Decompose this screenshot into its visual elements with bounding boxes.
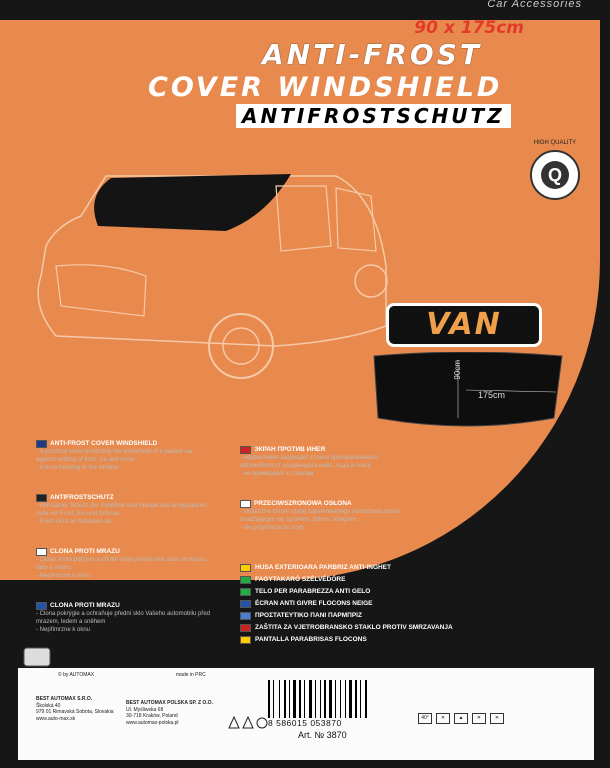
desc-line: - Clona, ktorá pokrýva a chráni Vaše predné sklo auta od mrazu, bbox=[36, 557, 207, 563]
barcode-bar bbox=[271, 680, 272, 718]
desc-line: автомобиля от оседающего инея, льда и снега bbox=[240, 463, 371, 469]
list-item-label: TELO PER PARABREZZA ANTI GELO bbox=[255, 588, 371, 595]
barcode-bar bbox=[275, 680, 278, 718]
list-item bbox=[240, 562, 453, 574]
barcode-bar bbox=[309, 680, 312, 718]
barcode-bar bbox=[281, 680, 283, 718]
barcode-bar bbox=[315, 680, 316, 718]
flag-icon bbox=[240, 636, 251, 644]
flag-icon bbox=[36, 602, 47, 610]
desc-line: - Neprimrzne k oknu bbox=[36, 573, 91, 579]
copyright-text: © by AUTOMAX bbox=[58, 672, 95, 678]
barcode-bar bbox=[291, 680, 292, 718]
address-line: Školská 40 bbox=[36, 702, 61, 709]
desc-ru bbox=[240, 446, 440, 478]
flag-icon bbox=[240, 600, 251, 608]
barcode-bar bbox=[322, 680, 323, 718]
list-item bbox=[240, 610, 453, 622]
bleach-icon: ▲ bbox=[454, 713, 468, 724]
desc-line: ľadu a snehu. bbox=[36, 565, 73, 571]
barcode-bar bbox=[329, 680, 332, 718]
flag-icon bbox=[240, 588, 251, 596]
desc-heading: CLONA PROTI MRAZU bbox=[50, 548, 120, 555]
desc-heading: CLONA PROTI MRAZU bbox=[50, 602, 120, 609]
barcode-bar bbox=[287, 680, 288, 718]
flag-icon bbox=[240, 624, 251, 632]
quality-q-icon: Q bbox=[541, 161, 569, 189]
list-item-label: HUSA EXTERIOARA PARBRIZ ANTI-INGHET bbox=[255, 564, 392, 571]
desc-heading: PRZECIWSZRONOWA OSŁONA bbox=[254, 500, 352, 507]
barcode-bar bbox=[345, 680, 346, 718]
list-item-label: ÉCRAN ANTI GIVRE FLOCONS NEIGE bbox=[255, 600, 373, 607]
flag-icon bbox=[240, 612, 251, 620]
barcode-bar bbox=[279, 680, 280, 718]
desc-line: - nie przymarza do szyb bbox=[240, 525, 304, 531]
desc-line: - Clona pokrýgie a ochraňuje přední sklo Vašeho automobilu před bbox=[36, 611, 210, 617]
flag-icon bbox=[240, 576, 251, 584]
flag-icon bbox=[240, 500, 251, 508]
desc-line: - не примерзает к стеклам bbox=[240, 471, 314, 477]
automax-logo-icon bbox=[22, 646, 52, 670]
brand-text: Car Accessories bbox=[487, 0, 582, 10]
no-tumble-dry-icon: ✕ bbox=[472, 713, 486, 724]
desc-line: osadzającym się szronem, lodem, śniegiem, bbox=[240, 517, 358, 523]
list-item bbox=[240, 574, 453, 586]
list-item bbox=[240, 586, 453, 598]
barcode-bar bbox=[365, 680, 367, 718]
van-label: VAN bbox=[386, 303, 542, 347]
barcode-bar bbox=[337, 680, 339, 718]
desc-de bbox=[36, 494, 256, 526]
desc-line: mrazem, ledem a sněhem bbox=[36, 619, 106, 625]
barcode-bar bbox=[327, 680, 328, 718]
desc-heading: ANTI-FROST COVER WINDSHIELD bbox=[50, 440, 158, 447]
address-line: BEST AUTOMAX POLSKA SP. Z O.O. bbox=[126, 700, 213, 706]
desc-line: - skuteczne chroni szybę zaparkowanego samochodu przed bbox=[240, 509, 400, 515]
flag-icon bbox=[36, 440, 47, 448]
desc-line: - Friert nicht an Scheiben an. bbox=[36, 519, 114, 525]
shape-width-label: 175cm bbox=[478, 390, 506, 400]
barcode-bar bbox=[333, 680, 334, 718]
barcode-bar bbox=[284, 680, 286, 718]
desc-line: - эффективно защищает стекла припаркованного bbox=[240, 455, 379, 461]
barcode-bar bbox=[358, 680, 359, 718]
quality-badge-text: HIGH QUALITY bbox=[533, 140, 577, 146]
shape-height-label: 90cm bbox=[453, 360, 462, 380]
windshield-cover bbox=[94, 174, 291, 231]
flag-icon bbox=[240, 446, 251, 454]
desc-sk bbox=[36, 548, 256, 580]
address-line: www.auto-max.sk bbox=[36, 715, 76, 722]
made-in-text: made in PRC bbox=[176, 672, 206, 678]
article-number: Art. № 3870 bbox=[298, 730, 347, 740]
languages-list bbox=[240, 562, 453, 646]
barcode-bar bbox=[273, 680, 274, 718]
desc-line: Auto vor Frost, Eis und Schnee. bbox=[36, 511, 121, 517]
barcode-bar bbox=[368, 680, 369, 718]
barcode-bar bbox=[317, 680, 319, 718]
barcode bbox=[268, 680, 380, 718]
flag-icon bbox=[36, 548, 47, 556]
desc-en bbox=[36, 440, 256, 472]
cover-shape bbox=[366, 352, 566, 430]
address-line: Ul. Myśliwska 68 bbox=[126, 706, 164, 713]
barcode-number: 8 586015 053870 bbox=[268, 718, 342, 728]
address-line: 979 01 Rimavská Sobota, Slovakia bbox=[36, 709, 114, 715]
recycle-icons bbox=[228, 716, 268, 730]
flag-icon bbox=[240, 564, 251, 572]
care-symbols bbox=[418, 712, 538, 724]
desc-line: - A practical cover protecting the windshield of a parked car bbox=[36, 449, 193, 455]
no-bleach-icon: ✕ bbox=[436, 713, 450, 724]
flag-icon bbox=[36, 494, 47, 502]
list-item-label: ZAŠTITA ZA VJETROBRANSKO STAKLO PROTIV SMRZAVANJA bbox=[255, 624, 453, 631]
desc-heading: ANTIFROSTSCHUTZ bbox=[50, 494, 114, 501]
list-item bbox=[240, 634, 453, 646]
barcode-bar bbox=[320, 680, 321, 718]
barcode-bar bbox=[293, 680, 296, 718]
barcode-bar bbox=[313, 680, 314, 718]
barcode-bar bbox=[340, 680, 341, 718]
barcode-bar bbox=[349, 680, 352, 718]
barcode-bar bbox=[335, 680, 336, 718]
list-item-label: PANTALLA PARABRISAS FLOCONS bbox=[255, 636, 367, 643]
barcode-bar bbox=[355, 680, 357, 718]
list-item bbox=[240, 598, 453, 610]
title-line-2: COVER WINDSHIELD bbox=[148, 72, 503, 103]
barcode-bar bbox=[362, 680, 364, 718]
barcode-bar bbox=[306, 680, 308, 718]
barcode-bar bbox=[268, 680, 270, 718]
desc-heading: ЭКРАН ПРОТИВ ИНЕЯ bbox=[254, 446, 326, 453]
van-illustration bbox=[26, 156, 396, 416]
address-line: BEST AUTOMAX S.R.O. bbox=[36, 696, 93, 702]
desc-line: - Nepřimrzne k oknu bbox=[36, 627, 91, 633]
company-poland bbox=[126, 700, 213, 726]
desc-line: - It is no freezing to the window. bbox=[36, 465, 121, 471]
barcode-bar bbox=[304, 680, 305, 718]
barcode-bar bbox=[324, 680, 326, 718]
quality-badge bbox=[530, 140, 580, 200]
desc-line: - Wirksamer Schutz der Scheiben und Spiegel des eingeparkten bbox=[36, 503, 207, 509]
desc-cz bbox=[36, 602, 256, 634]
barcode-bar bbox=[302, 680, 303, 718]
desc-pl bbox=[240, 500, 450, 532]
title-line-3: ANTIFROSTSCHUTZ bbox=[236, 104, 511, 128]
barcode-bar bbox=[299, 680, 301, 718]
address-line: www.automax-polska.pl bbox=[126, 719, 179, 726]
barcode-bar bbox=[342, 680, 344, 718]
barcode-bar bbox=[360, 680, 361, 718]
address-line: 30-718 Kraków, Poland bbox=[126, 713, 178, 719]
wash-temp-icon: 40° bbox=[418, 713, 432, 724]
list-item-label: ΠΡΟΣΤΑΤΕΥΤΙΚΟ ΠΑΝΙ ΠΑΡΜΠΡΙΖ bbox=[255, 612, 362, 619]
title-line-1: ANTI-FROST bbox=[262, 38, 482, 71]
dimensions-label: 90 x 175cm bbox=[414, 18, 524, 38]
company-slovakia bbox=[36, 696, 114, 722]
no-iron-icon: ✕ bbox=[490, 713, 504, 724]
barcode-bar bbox=[297, 680, 298, 718]
barcode-bar bbox=[347, 680, 348, 718]
list-item bbox=[240, 622, 453, 634]
barcode-bar bbox=[289, 680, 290, 718]
list-item-label: FAGYTAKARÓ SZÉLVÉDŐRE bbox=[255, 576, 346, 583]
desc-line: against settling of frost, ice and snow. bbox=[36, 457, 136, 463]
barcode-bar bbox=[353, 680, 354, 718]
